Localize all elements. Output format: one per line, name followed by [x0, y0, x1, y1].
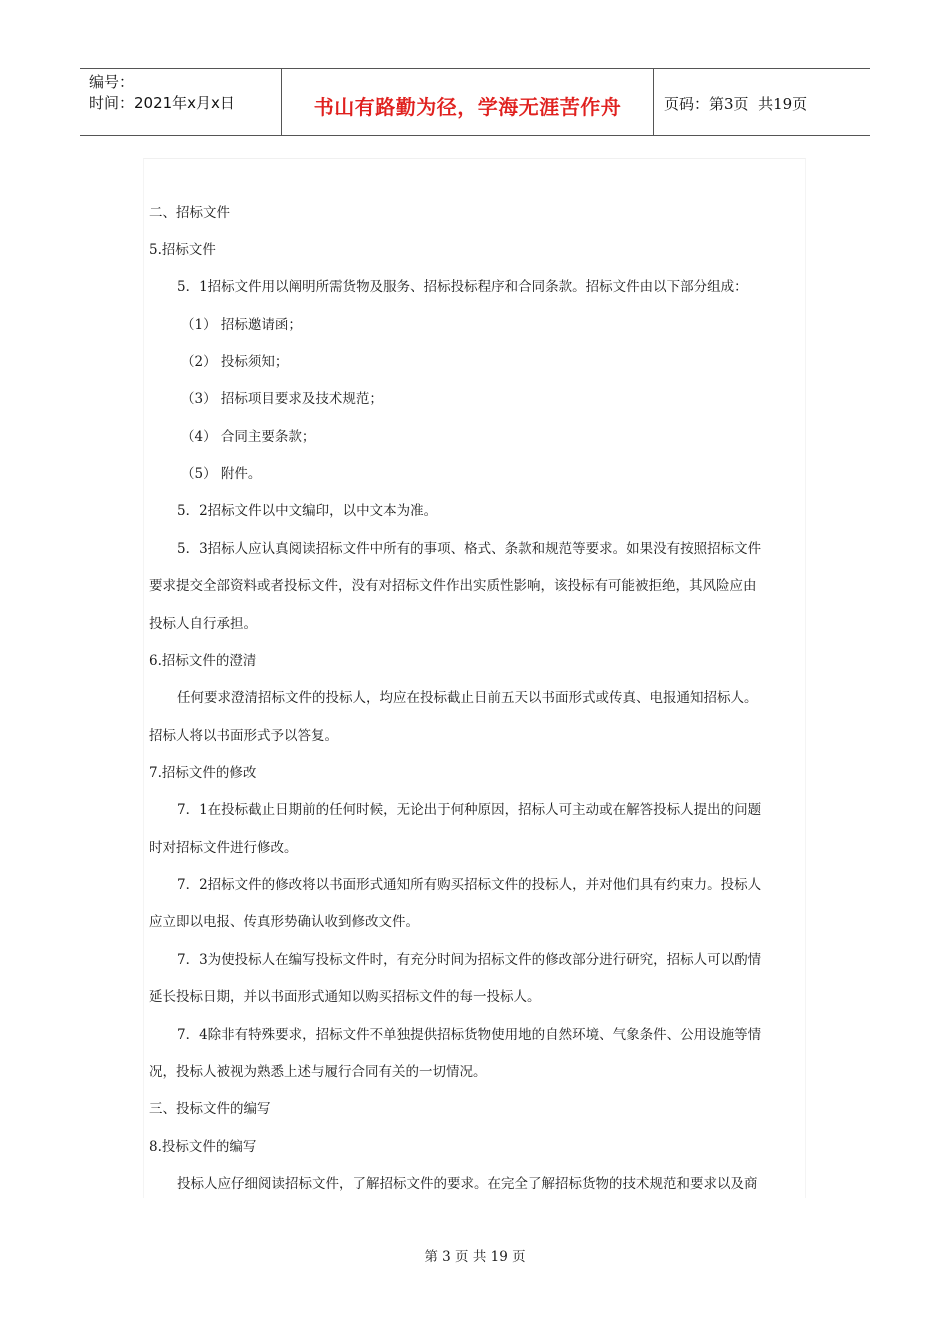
number-label: 编号： — [89, 73, 135, 91]
subsection-heading: 6.招标文件的澄清 — [149, 653, 257, 669]
paragraph-line: 5．3招标人应认真阅读招标文件中所有的事项、格式、条款和规范等要求。如果没有按照招标文件 — [177, 541, 762, 557]
paragraph-line: 招标人将以书面形式予以答复。 — [149, 728, 338, 744]
paragraph-line: 7．3为使投标人在编写投标文件时，有充分时间为招标文件的修改部分进行研究，招标人可以酌情 — [177, 952, 762, 968]
paragraph-line: 延长投标日期，并以书面形式通知以购买招标文件的每一投标人。 — [149, 989, 541, 1005]
list-item: （2） 投标须知； — [181, 354, 289, 370]
header-motto-cell — [282, 69, 654, 135]
paragraph-line: 况，投标人被视为熟悉上述与履行合同有关的一切情况。 — [149, 1064, 487, 1080]
section-heading: 二、招标文件 — [149, 205, 230, 221]
list-item: （3） 招标项目要求及技术规范； — [181, 391, 383, 407]
paragraph-line: 7．4除非有特殊要求，招标文件不单独提供招标货物使用地的自然环境、气象条件、公用设施等情 — [177, 1027, 762, 1043]
page-footer: 第 3 页 共 19 页 — [424, 1249, 526, 1265]
paragraph-line: 要求提交全部资料或者投标文件，没有对招标文件作出实质性影响，该投标有可能被拒绝，其风险应由 — [149, 578, 757, 594]
page-label: 页码：第3页 共19页 — [664, 94, 808, 113]
subsection-heading: 7.招标文件的修改 — [149, 765, 257, 781]
paragraph-line: 7．1在投标截止日期前的任何时候，无论出于何种原因，招标人可主动或在解答投标人提出的问题 — [177, 802, 762, 818]
document-header — [80, 68, 870, 136]
paragraph-line: 投标人应仔细阅读招标文件，了解招标文件的要求。在完全了解招标货物的技术规范和要求以及商 — [177, 1176, 758, 1192]
document-body — [143, 158, 806, 1198]
header-meta-cell — [80, 69, 282, 135]
paragraph-line: 任何要求澄清招标文件的投标人，均应在投标截止日前五天以书面形式或传真、电报通知招标人。 — [177, 690, 758, 706]
time-label: 时间：2021年x月x日 — [89, 94, 235, 112]
header-page-cell — [654, 69, 870, 135]
paragraph-line: 7．2招标文件的修改将以书面形式通知所有购买招标文件的投标人，并对他们具有约束力。投标人 — [177, 877, 762, 893]
section-heading: 三、投标文件的编写 — [149, 1101, 271, 1117]
paragraph-line: 应立即以电报、传真形势确认收到修改文件。 — [149, 914, 419, 930]
paragraph-line: 5．1招标文件用以阐明所需货物及服务、招标投标程序和合同条款。招标文件由以下部分组成： — [177, 279, 748, 295]
motto-text: 书山有路勤为径，学海无涯苦作舟 — [313, 94, 622, 119]
list-item: （4） 合同主要条款； — [181, 429, 316, 445]
subsection-heading: 5.招标文件 — [149, 242, 216, 258]
list-item: （5） 附件。 — [181, 466, 262, 482]
list-item: （1） 招标邀请函； — [181, 317, 302, 333]
paragraph-line: 时对招标文件进行修改。 — [149, 840, 298, 856]
paragraph-line: 投标人自行承担。 — [149, 616, 257, 632]
paragraph-line: 5．2招标文件以中文编印，以中文本为准。 — [177, 503, 438, 519]
subsection-heading: 8.投标文件的编写 — [149, 1139, 257, 1155]
